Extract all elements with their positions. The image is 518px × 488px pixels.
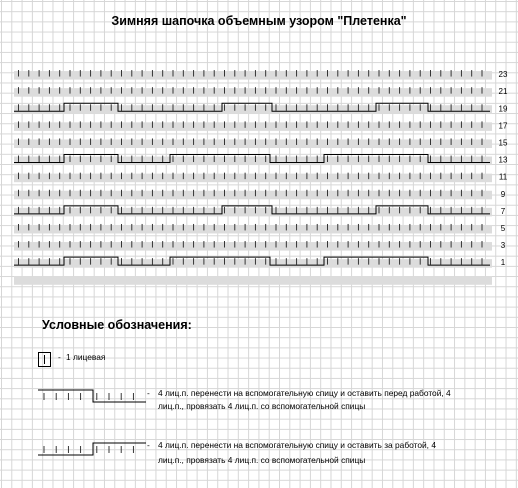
even-row-band [14,276,492,285]
stitch-marks [19,70,483,265]
legend-dash-1: - [58,352,61,362]
row-number-5: 5 [500,223,506,233]
legend-cable-front-line2: лиц.п., провязать 4 лиц.п. со вспомогательной спицы [158,401,366,411]
legend-dash-2: - [147,388,150,398]
legend-cable-front-line1: 4 лиц.п. перенести на вспомогательную спицу и оставить перед работой, 4 [158,388,451,398]
row-number-13: 13 [498,155,508,165]
cable-symbol-line [38,443,146,455]
row-number-15: 15 [498,138,508,148]
cable-front-symbol [38,390,146,402]
legend-symbols [38,353,146,456]
legend-cable-back-line2: лиц.п., провязать 4 лиц.п. со вспомогательной спицы [158,455,366,465]
legend-dash-3: - [147,440,150,450]
row-number-9: 9 [500,189,506,199]
legend-cable-back-line1: 4 лиц.п. перенести на вспомогательную спицу и оставить за работой, 4 [158,440,436,450]
row-number-3: 3 [500,241,506,251]
legend-title: Условные обозначения: [42,318,192,332]
row-number-21: 21 [498,87,508,97]
row-number-23: 23 [498,70,508,80]
row-number-7: 7 [500,206,506,216]
row-number-1: 1 [500,258,506,268]
row-number-labels [499,70,508,267]
legend-knit-text: 1 лицевая [66,352,106,362]
row-number-11: 11 [498,172,508,182]
row-number-17: 17 [498,121,508,131]
chart-title: Зимняя шапочка объемным узором "Плетенка" [111,14,407,28]
cable-back-symbol [38,443,146,455]
row-number-19: 19 [498,104,508,114]
cable-symbol-line [38,390,146,402]
